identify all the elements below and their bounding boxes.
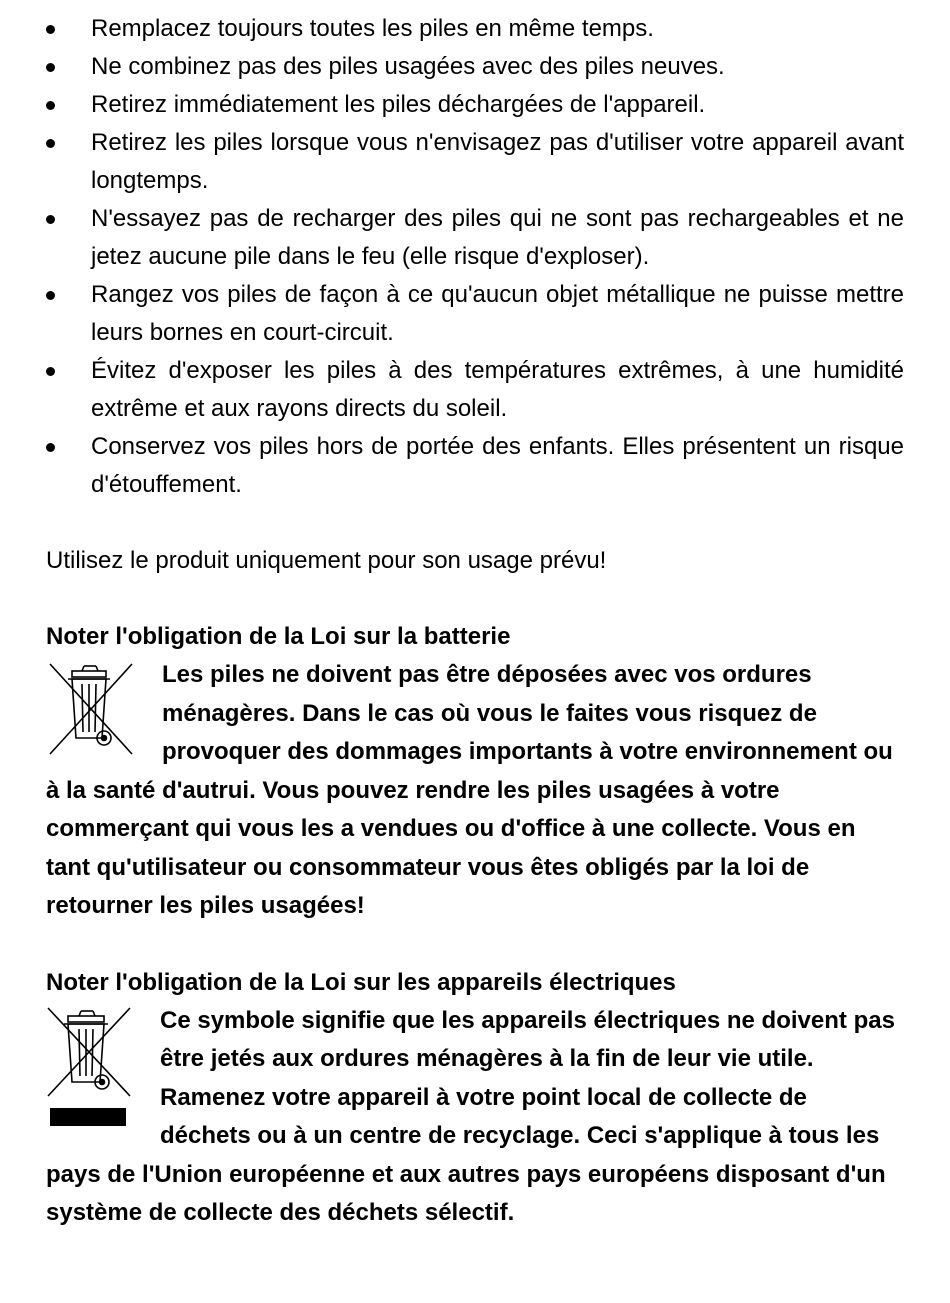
battery-tips-list (46, 10, 904, 504)
list-item-text: Retirez les piles lorsque vous n'envisagez pas d'utiliser votre appareil avant longtemps. (91, 129, 904, 194)
bullet-icon (46, 291, 55, 300)
list-item (46, 48, 904, 86)
list-item-text: Rangez vos piles de façon à ce qu'aucun objet métallique ne puisse mettre leurs bornes en court-circuit. (91, 281, 904, 346)
battery-law-text: Les piles ne doivent pas être déposées avec vos ordures ménagères. Dans le cas où vous le faites vous risquez de provoquer des dommages importants à votre environnement ou à la santé d'autrui. Vous pouvez rendre les piles usagées à votre commerçant qui vous les a vendues ou d'office à une collecte. Vous en tant qu'utilisateur ou consommateur vous êtes obligés par la loi de retourner les piles usagées! (46, 661, 893, 919)
bullet-icon (46, 215, 55, 224)
crossed-out-wheelie-bin-icon (46, 660, 138, 760)
battery-law-section (46, 618, 904, 926)
list-item-text: Ne combinez pas des piles usagées avec des piles neuves. (91, 53, 725, 80)
bullet-icon (46, 101, 55, 110)
document-page (46, 10, 904, 1233)
bullet-icon (46, 367, 55, 376)
bullet-icon (46, 63, 55, 72)
list-item (46, 86, 904, 124)
list-item-text: Conservez vos piles hors de portée des enfants. Elles présentent un risque d'étouffement. (91, 433, 904, 498)
list-item-text: Évitez d'exposer les piles à des températures extrêmes, à une humidité extrême et aux rayons directs du soleil. (91, 357, 904, 422)
usage-note: Utilisez le produit uniquement pour son usage prévu! (46, 547, 607, 574)
bullet-icon (46, 25, 55, 34)
list-item (46, 200, 904, 276)
list-item-text: Remplacez toujours toutes les piles en même temps. (91, 15, 654, 42)
list-item (46, 352, 904, 428)
battery-law-text-block (46, 656, 904, 926)
bullet-icon (46, 443, 55, 452)
electrical-law-text-block (46, 1002, 904, 1233)
electrical-law-text: Ce symbole signifie que les appareils électriques ne doivent pas être jetés aux ordures ménagères à la fin de leur vie utile. Ramenez votre appareil à votre point local de collecte de déchets ou à un centre de recyclage. Ceci s'applique à tous les pays de l'Union européenne et aux autres pays européens disposant d'un système de collecte des déchets sélectif. (46, 1006, 895, 1226)
electrical-law-section (46, 964, 904, 1233)
list-item (46, 428, 904, 504)
weee-crossed-out-bin-icon (46, 1006, 136, 1136)
list-item (46, 124, 904, 200)
list-item-text: N'essayez pas de recharger des piles qui ne sont pas rechargeables et ne jetez aucune pile dans le feu (elle risque d'exploser). (91, 205, 904, 270)
battery-law-heading: Noter l'obligation de la Loi sur la batterie (46, 623, 511, 650)
list-item (46, 10, 904, 48)
list-item-text: Retirez immédiatement les piles déchargées de l'appareil. (91, 91, 706, 118)
electrical-law-heading: Noter l'obligation de la Loi sur les appareils électriques (46, 968, 676, 996)
list-item (46, 276, 904, 352)
bullet-icon (46, 139, 55, 148)
